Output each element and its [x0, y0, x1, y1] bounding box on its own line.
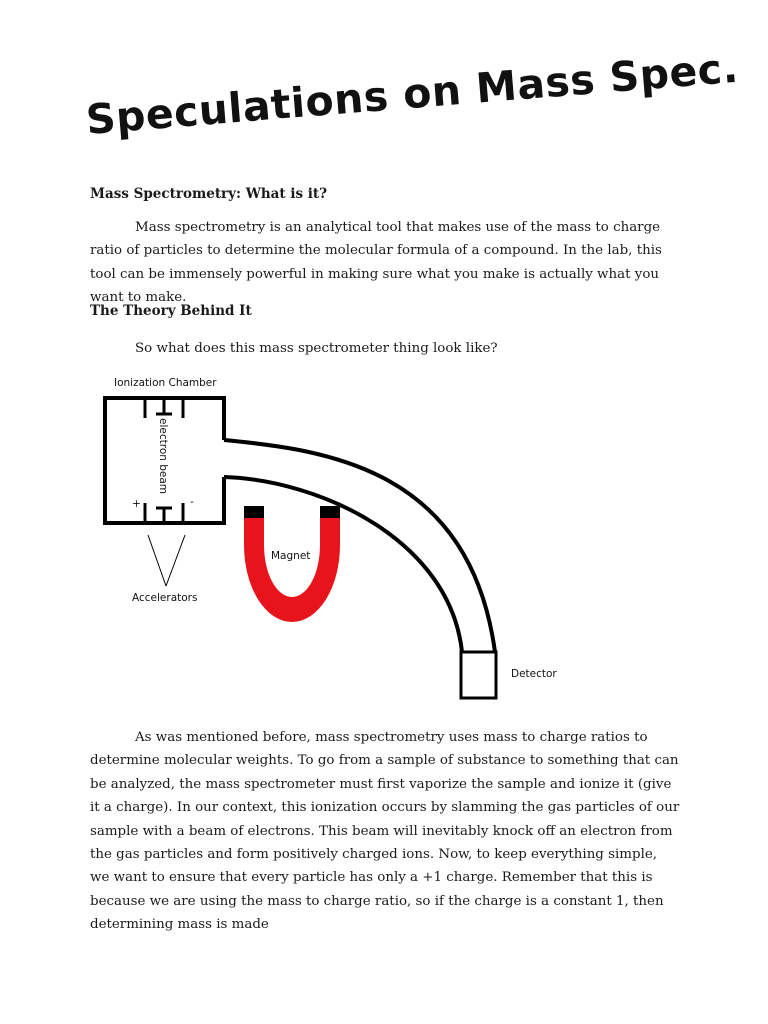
electron-beam-label: electron beam [157, 418, 169, 495]
ionization-chamber-label: Ionization Chamber [114, 377, 217, 389]
minus-sign: - [190, 496, 194, 508]
section-paragraph-theory: As was mentioned before, mass spectrometry uses mass to charge ratios to determine molecular weights. To go from a sample of substance to something that can be analyzed, the mass spectrometer must first vaporize the sample and ionize it (give it a charge). In our context, this ionization occurs by slamming the gas particles of our sample with a beam of electrons. This beam will inevitably knock off an electron from the gas particles and form positively charged ions. Now, to keep everything simple, we want to ensure that every particle has only a +1 charge. Remember that this is because we are using the mass to charge ratio, so if the charge is a constant 1, then determining mass is made [90, 730, 680, 933]
detector-box [461, 652, 496, 698]
detector-label: Detector [511, 668, 557, 680]
diagram-intro-text: So what does this mass spectrometer thing look like? [135, 341, 498, 356]
accelerators-label: Accelerators [132, 592, 198, 604]
accelerator-pointer-lines [148, 535, 185, 586]
page-title: Speculations on Mass Spec. [84, 43, 741, 144]
section-heading-what-is-it: Mass Spectrometry: What is it? [90, 186, 328, 202]
plus-sign: + [132, 498, 141, 510]
magnet-pole-left [244, 506, 264, 518]
section-paragraph-intro: Mass spectrometry is an analytical tool that makes use of the mass to charge ratio of particles to determine the molecular formula of a compound. In the lab, this tool can be immensely powerful in making sure what you make is actually what you want to make. [90, 220, 662, 306]
mass-spectrometer-diagram [0, 360, 768, 705]
bottom-plates [145, 503, 183, 521]
top-plates [145, 400, 183, 418]
magnet-pole-right [320, 506, 340, 518]
section-heading-theory: The Theory Behind It [90, 303, 252, 319]
horseshoe-magnet [244, 507, 340, 622]
magnet-label: Magnet [271, 550, 311, 562]
